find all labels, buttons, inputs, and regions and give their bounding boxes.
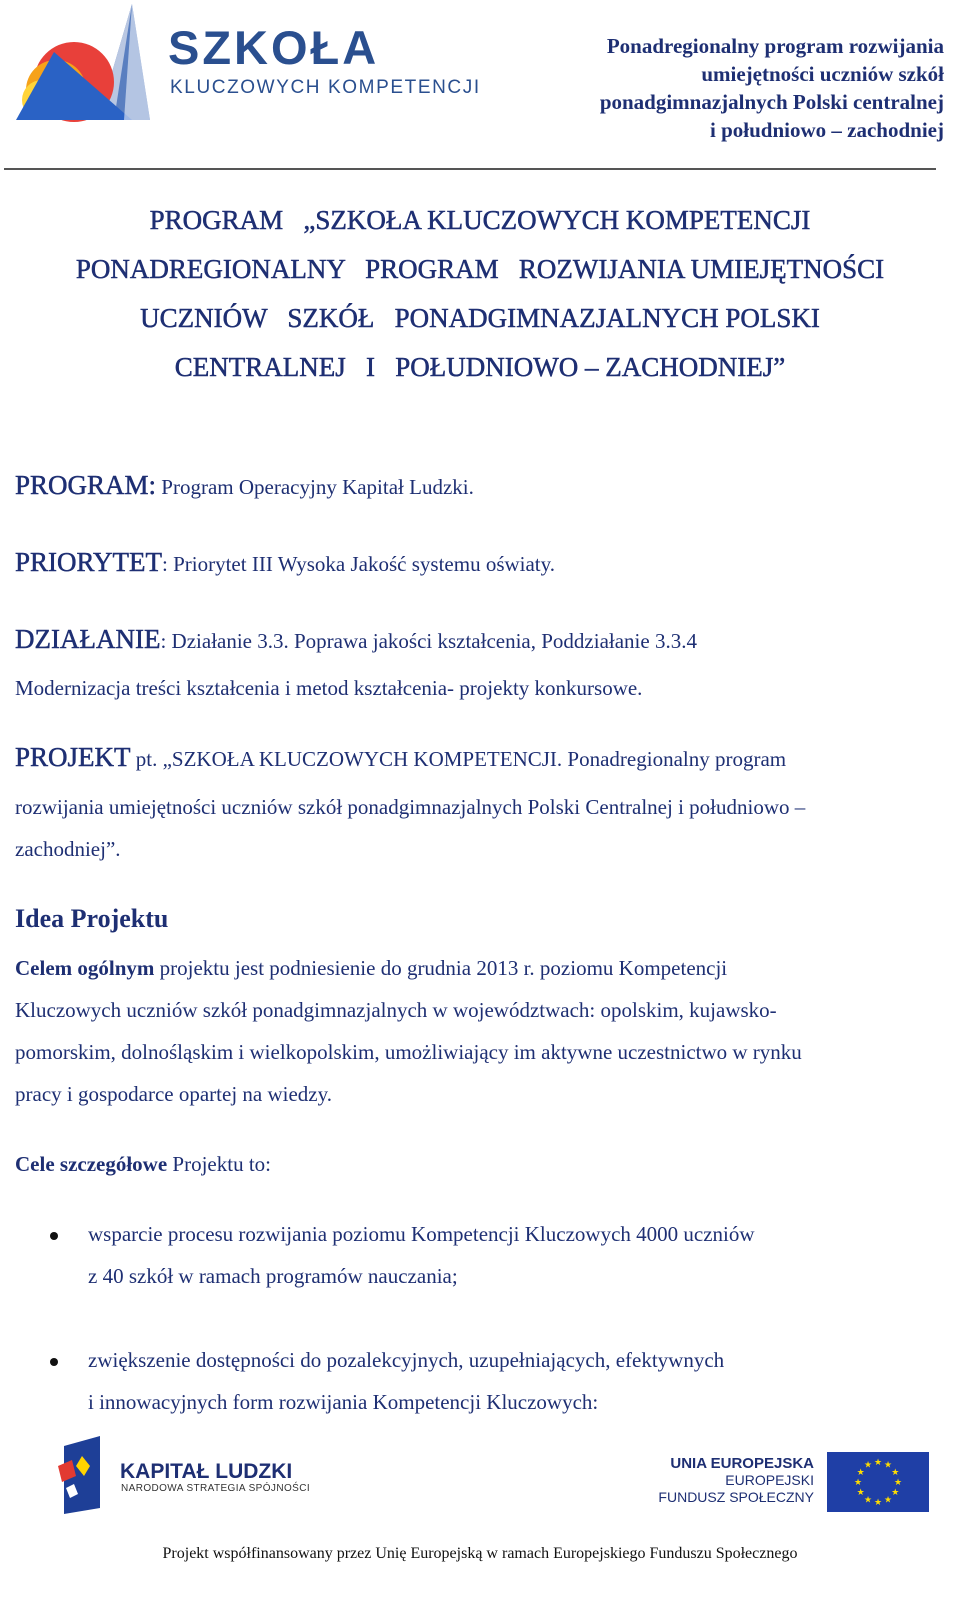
idea-line-1 [15,956,727,981]
bullet-icon [50,1358,58,1366]
eu-flag-icon [827,1452,929,1512]
priorytet-line [15,547,555,578]
eu-star-icon: ★ [893,1477,903,1487]
eu-star-icon: ★ [883,1459,893,1470]
cele-heading [15,1152,271,1177]
cele-item-1-line-1: wsparcie procesu rozwijania poziomu Kompetencji Kluczowych 4000 uczniów [88,1222,755,1246]
idea-line-2: Kluczowych uczniów szkół ponadgimnazjalnych w województwach: opolskim, kujawsko- [15,998,777,1022]
eu-star-icon: ★ [873,1457,883,1467]
projekt-line [15,742,786,773]
tagline-line: ponadgimnazjalnych Polski centralnej [599,90,944,114]
footer-note: Projekt współfinansowany przez Unię Europejską w ramach Europejskiego Funduszu Społecznego [162,1545,798,1562]
priorytet-text: : Priorytet III Wysoka Jakość systemu oświaty. [162,552,556,576]
tagline-line: Ponadregionalny program rozwijania [606,34,944,58]
eu-star-icon: ★ [856,1487,865,1497]
idea-line-1-rest: projektu jest podniesienie do grudnia 2013 r. poziomu Kompetencji [154,956,728,980]
projekt-label: PROJEKT [15,742,131,772]
tagline-line: i południowo – zachodniej [710,118,944,142]
program-text: Program Operacyjny Kapitał Ludzki. [156,475,474,499]
projekt-line-3: zachodniej”. [15,837,121,861]
eu-star-icon: ★ [863,1459,873,1470]
eu-star-icon: ★ [891,1487,900,1497]
cele-item-2-line-1: zwiększenie dostępności do pozalekcyjnych, uzupełniających, efektywnych [88,1348,725,1372]
eu-star-icon: ★ [863,1494,873,1505]
cele-item-1-line-2: z 40 szkół w ramach programów nauczania; [88,1264,458,1288]
projekt-text: pt. „SZKOŁA KLUCZOWYCH KOMPETENCJI. Ponadregionalny program [130,747,787,771]
dzialanie-text: : Działanie 3.3. Poprawa jakości kształcenia, Poddziałanie 3.3.4 [160,629,697,653]
idea-heading: Idea Projektu [15,904,169,933]
eu-star-icon: ★ [883,1494,893,1505]
projekt-line-2: rozwijania umiejętności uczniów szkół ponadgimnazjalnych Polski Centralnej i południowo – [15,795,806,819]
idea-bold-lead: Celem ogólnym [15,956,155,980]
title-line: PROGRAM „SZKOŁA KLUCZOWYCH KOMPETENCJI [149,205,811,235]
kapital-ludzki-subtitle: NARODOWA STRATEGIA SPÓJNOŚCI [121,1483,311,1494]
dzialanie-line [15,624,697,655]
ue-line-2: EUROPEJSKI [725,1472,814,1488]
eu-star-icon: ★ [856,1467,865,1477]
kapital-ludzki-title: KAPITAŁ LUDZKI [120,1460,293,1483]
bullet-icon [50,1232,58,1240]
eu-star-icon: ★ [853,1477,863,1487]
skk-logo-icon [14,2,164,124]
logo-title: SZKOŁA [168,21,380,74]
title-line: UCZNIÓW SZKÓŁ PONADGIMNAZJALNYCH POLSKI [140,303,820,333]
ue-caption [658,1455,814,1506]
idea-line-3: pomorskim, dolnośląskim i wielkopolskim, umożliwiający im aktywne uczestnictwo w rynku [15,1040,802,1064]
logo-subtitle: KLUCZOWYCH KOMPETENCJI [170,77,481,98]
idea-line-4: pracy i gospodarce opartej na wiedzy. [15,1082,332,1106]
dzialanie-label: DZIAŁANIE [15,624,161,654]
ue-line-3: FUNDUSZ SPOŁECZNY [658,1489,814,1505]
program-line [15,470,474,501]
priorytet-label: PRIORYTET [15,547,163,577]
eu-star-icon: ★ [873,1497,883,1507]
tagline-line: umiejętności uczniów szkół [701,62,944,86]
program-label: PROGRAM: [15,470,157,500]
cele-bold-lead: Cele szczegółowe [15,1152,168,1176]
title-line: CENTRALNEJ I POŁUDNIOWO – ZACHODNIEJ” [174,352,786,382]
cele-item-2-line-2: i innowacyjnych form rozwijania Kompetencji Kluczowych: [88,1390,599,1414]
eu-star-icon: ★ [891,1467,900,1477]
ue-line-1: UNIA EUROPEJSKA [670,1455,814,1472]
cele-rest: Projektu to: [167,1152,272,1176]
dzialanie-line-2: Modernizacja treści kształcenia i metod kształcenia- projekty konkursowe. [15,676,643,700]
header-divider [4,168,936,170]
document-title [0,196,960,392]
kapital-ludzki-logo-icon [56,1436,110,1514]
title-line: PONADREGIONALNY PROGRAM ROZWIJANIA UMIEJĘTNOŚCI [75,254,885,284]
header-tagline [524,32,944,144]
